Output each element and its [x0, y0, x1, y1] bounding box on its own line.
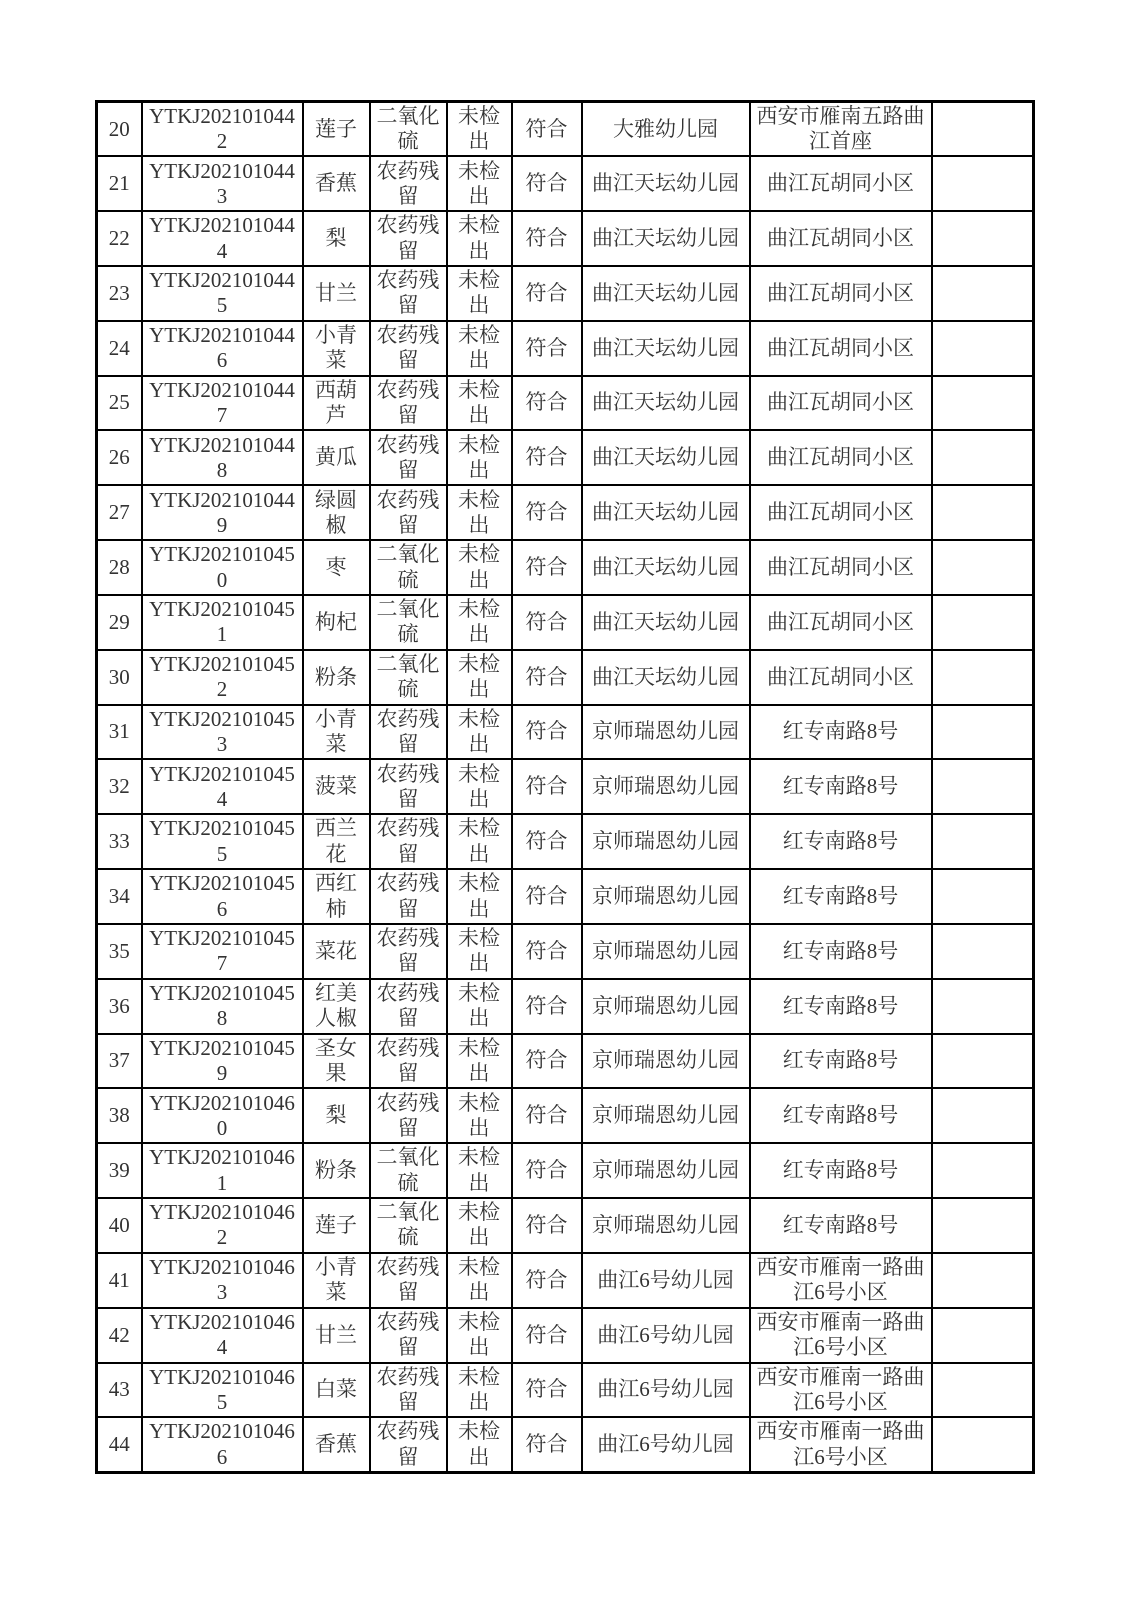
remark-cell — [932, 156, 1034, 211]
test-result-cell: 未检出 — [447, 156, 512, 211]
test-item-cell: 农药残留 — [370, 266, 447, 321]
test-item-cell: 农药残留 — [370, 211, 447, 266]
unit-address-cell: 曲江瓦胡同小区 — [750, 430, 932, 485]
test-item-cell: 二氧化硫 — [370, 102, 447, 157]
test-result-cell: 未检出 — [447, 705, 512, 760]
test-item-cell: 二氧化硫 — [370, 650, 447, 705]
sampled-unit-cell: 大雅幼儿园 — [582, 102, 750, 157]
unit-address-cell: 红专南路8号 — [750, 1034, 932, 1089]
table-row — [97, 979, 1034, 1034]
row-number-cell: 26 — [97, 430, 142, 485]
test-result-cell: 未检出 — [447, 1363, 512, 1418]
test-result-cell: 未检出 — [447, 376, 512, 431]
conclusion-cell: 符合 — [512, 321, 582, 376]
sample-name-cell: 莲子 — [303, 102, 370, 157]
test-result-cell: 未检出 — [447, 924, 512, 979]
table-row — [97, 266, 1034, 321]
table-row — [97, 321, 1034, 376]
remark-cell — [932, 211, 1034, 266]
table-row — [97, 1088, 1034, 1143]
unit-address-cell: 西安市雁南一路曲江6号小区 — [750, 1417, 932, 1472]
remark-cell — [932, 814, 1034, 869]
unit-address-cell: 曲江瓦胡同小区 — [750, 485, 932, 540]
unit-address-cell: 曲江瓦胡同小区 — [750, 595, 932, 650]
table-row — [97, 759, 1034, 814]
conclusion-cell: 符合 — [512, 430, 582, 485]
remark-cell — [932, 979, 1034, 1034]
sample-code-cell: YTKJ2021010442 — [142, 102, 303, 157]
test-item-cell: 农药残留 — [370, 1308, 447, 1363]
sample-code-cell: YTKJ2021010463 — [142, 1253, 303, 1308]
sampled-unit-cell: 曲江天坛幼儿园 — [582, 376, 750, 431]
sampled-unit-cell: 曲江天坛幼儿园 — [582, 211, 750, 266]
sample-name-cell: 菜花 — [303, 924, 370, 979]
sample-code-cell: YTKJ2021010451 — [142, 595, 303, 650]
remark-cell — [932, 1143, 1034, 1198]
sample-name-cell: 黄瓜 — [303, 430, 370, 485]
conclusion-cell: 符合 — [512, 1417, 582, 1472]
row-number-cell: 40 — [97, 1198, 142, 1253]
remark-cell — [932, 595, 1034, 650]
conclusion-cell: 符合 — [512, 376, 582, 431]
test-result-cell: 未检出 — [447, 595, 512, 650]
sample-code-cell: YTKJ2021010459 — [142, 1034, 303, 1089]
test-result-cell: 未检出 — [447, 1143, 512, 1198]
unit-address-cell: 曲江瓦胡同小区 — [750, 540, 932, 595]
sample-name-cell: 小青菜 — [303, 705, 370, 760]
sample-name-cell: 甘兰 — [303, 1308, 370, 1363]
test-item-cell: 二氧化硫 — [370, 1198, 447, 1253]
remark-cell — [932, 1417, 1034, 1472]
table-row — [97, 156, 1034, 211]
conclusion-cell: 符合 — [512, 156, 582, 211]
test-result-cell: 未检出 — [447, 1034, 512, 1089]
test-result-cell: 未检出 — [447, 814, 512, 869]
table-row — [97, 869, 1034, 924]
inspection-table-body — [97, 102, 1034, 1473]
sampled-unit-cell: 京师瑞恩幼儿园 — [582, 814, 750, 869]
unit-address-cell: 曲江瓦胡同小区 — [750, 321, 932, 376]
table-row — [97, 376, 1034, 431]
table-row — [97, 1198, 1034, 1253]
remark-cell — [932, 1253, 1034, 1308]
conclusion-cell: 符合 — [512, 102, 582, 157]
test-item-cell: 二氧化硫 — [370, 595, 447, 650]
row-number-cell: 37 — [97, 1034, 142, 1089]
sample-name-cell: 粉条 — [303, 1143, 370, 1198]
unit-address-cell: 红专南路8号 — [750, 1088, 932, 1143]
row-number-cell: 38 — [97, 1088, 142, 1143]
sampled-unit-cell: 曲江天坛幼儿园 — [582, 156, 750, 211]
test-item-cell: 农药残留 — [370, 1253, 447, 1308]
sample-name-cell: 小青菜 — [303, 1253, 370, 1308]
remark-cell — [932, 759, 1034, 814]
sampled-unit-cell: 京师瑞恩幼儿园 — [582, 705, 750, 760]
sample-code-cell: YTKJ2021010446 — [142, 321, 303, 376]
table-row — [97, 211, 1034, 266]
sampled-unit-cell: 京师瑞恩幼儿园 — [582, 1088, 750, 1143]
sample-name-cell: 甘兰 — [303, 266, 370, 321]
row-number-cell: 27 — [97, 485, 142, 540]
row-number-cell: 23 — [97, 266, 142, 321]
table-row — [97, 705, 1034, 760]
row-number-cell: 34 — [97, 869, 142, 924]
sample-name-cell: 小青菜 — [303, 321, 370, 376]
sampled-unit-cell: 曲江6号幼儿园 — [582, 1417, 750, 1472]
sample-code-cell: YTKJ2021010452 — [142, 650, 303, 705]
test-result-cell: 未检出 — [447, 979, 512, 1034]
test-result-cell: 未检出 — [447, 485, 512, 540]
sample-name-cell: 白菜 — [303, 1363, 370, 1418]
remark-cell — [932, 102, 1034, 157]
unit-address-cell: 红专南路8号 — [750, 814, 932, 869]
remark-cell — [932, 705, 1034, 760]
conclusion-cell: 符合 — [512, 650, 582, 705]
sample-code-cell: YTKJ2021010455 — [142, 814, 303, 869]
conclusion-cell: 符合 — [512, 979, 582, 1034]
unit-address-cell: 曲江瓦胡同小区 — [750, 376, 932, 431]
test-item-cell: 农药残留 — [370, 979, 447, 1034]
conclusion-cell: 符合 — [512, 1088, 582, 1143]
sampled-unit-cell: 曲江6号幼儿园 — [582, 1308, 750, 1363]
test-item-cell: 二氧化硫 — [370, 540, 447, 595]
remark-cell — [932, 1034, 1034, 1089]
inspection-results-table — [95, 100, 1035, 1474]
conclusion-cell: 符合 — [512, 1308, 582, 1363]
row-number-cell: 39 — [97, 1143, 142, 1198]
sampled-unit-cell: 京师瑞恩幼儿园 — [582, 759, 750, 814]
sampled-unit-cell: 曲江6号幼儿园 — [582, 1363, 750, 1418]
test-result-cell: 未检出 — [447, 1417, 512, 1472]
row-number-cell: 44 — [97, 1417, 142, 1472]
remark-cell — [932, 1198, 1034, 1253]
sample-name-cell: 枣 — [303, 540, 370, 595]
unit-address-cell: 红专南路8号 — [750, 759, 932, 814]
conclusion-cell: 符合 — [512, 1034, 582, 1089]
sample-name-cell: 莲子 — [303, 1198, 370, 1253]
test-result-cell: 未检出 — [447, 1253, 512, 1308]
row-number-cell: 22 — [97, 211, 142, 266]
sample-name-cell: 红美人椒 — [303, 979, 370, 1034]
sample-name-cell: 梨 — [303, 1088, 370, 1143]
sampled-unit-cell: 曲江天坛幼儿园 — [582, 266, 750, 321]
table-row — [97, 1308, 1034, 1363]
unit-address-cell: 红专南路8号 — [750, 979, 932, 1034]
table-row — [97, 1034, 1034, 1089]
test-result-cell: 未检出 — [447, 1308, 512, 1363]
table-row — [97, 1417, 1034, 1472]
table-row — [97, 102, 1034, 157]
row-number-cell: 33 — [97, 814, 142, 869]
row-number-cell: 42 — [97, 1308, 142, 1363]
remark-cell — [932, 1088, 1034, 1143]
sample-name-cell: 西兰花 — [303, 814, 370, 869]
row-number-cell: 29 — [97, 595, 142, 650]
table-row — [97, 924, 1034, 979]
remark-cell — [932, 540, 1034, 595]
sample-name-cell: 粉条 — [303, 650, 370, 705]
test-result-cell: 未检出 — [447, 321, 512, 376]
conclusion-cell: 符合 — [512, 1143, 582, 1198]
conclusion-cell: 符合 — [512, 759, 582, 814]
sample-code-cell: YTKJ2021010449 — [142, 485, 303, 540]
conclusion-cell: 符合 — [512, 266, 582, 321]
conclusion-cell: 符合 — [512, 705, 582, 760]
sampled-unit-cell: 曲江天坛幼儿园 — [582, 430, 750, 485]
sample-name-cell: 香蕉 — [303, 1417, 370, 1472]
conclusion-cell: 符合 — [512, 595, 582, 650]
table-row — [97, 1143, 1034, 1198]
table-row — [97, 540, 1034, 595]
test-item-cell: 农药残留 — [370, 321, 447, 376]
row-number-cell: 21 — [97, 156, 142, 211]
test-item-cell: 农药残留 — [370, 759, 447, 814]
conclusion-cell: 符合 — [512, 1198, 582, 1253]
sampled-unit-cell: 曲江天坛幼儿园 — [582, 540, 750, 595]
table-row — [97, 1363, 1034, 1418]
table-row — [97, 595, 1034, 650]
sample-code-cell: YTKJ2021010464 — [142, 1308, 303, 1363]
table-row — [97, 1253, 1034, 1308]
test-item-cell: 农药残留 — [370, 1417, 447, 1472]
sample-code-cell: YTKJ2021010447 — [142, 376, 303, 431]
row-number-cell: 36 — [97, 979, 142, 1034]
conclusion-cell: 符合 — [512, 869, 582, 924]
remark-cell — [932, 1308, 1034, 1363]
row-number-cell: 20 — [97, 102, 142, 157]
sample-name-cell: 西葫芦 — [303, 376, 370, 431]
sample-name-cell: 西红柿 — [303, 869, 370, 924]
test-item-cell: 农药残留 — [370, 705, 447, 760]
row-number-cell: 30 — [97, 650, 142, 705]
test-item-cell: 农药残留 — [370, 1034, 447, 1089]
test-result-cell: 未检出 — [447, 869, 512, 924]
sampled-unit-cell: 曲江天坛幼儿园 — [582, 485, 750, 540]
sampled-unit-cell: 京师瑞恩幼儿园 — [582, 1034, 750, 1089]
remark-cell — [932, 1363, 1034, 1418]
test-result-cell: 未检出 — [447, 759, 512, 814]
test-result-cell: 未检出 — [447, 430, 512, 485]
row-number-cell: 25 — [97, 376, 142, 431]
unit-address-cell: 西安市雁南五路曲江首座 — [750, 102, 932, 157]
test-item-cell: 农药残留 — [370, 156, 447, 211]
sample-code-cell: YTKJ2021010460 — [142, 1088, 303, 1143]
remark-cell — [932, 376, 1034, 431]
sample-code-cell: YTKJ2021010461 — [142, 1143, 303, 1198]
test-item-cell: 农药残留 — [370, 430, 447, 485]
sampled-unit-cell: 曲江6号幼儿园 — [582, 1253, 750, 1308]
sample-code-cell: YTKJ2021010462 — [142, 1198, 303, 1253]
sample-code-cell: YTKJ2021010450 — [142, 540, 303, 595]
remark-cell — [932, 869, 1034, 924]
table-row — [97, 814, 1034, 869]
sample-code-cell: YTKJ2021010444 — [142, 211, 303, 266]
remark-cell — [932, 485, 1034, 540]
unit-address-cell: 曲江瓦胡同小区 — [750, 266, 932, 321]
sample-name-cell: 圣女果 — [303, 1034, 370, 1089]
test-result-cell: 未检出 — [447, 1198, 512, 1253]
sample-code-cell: YTKJ2021010466 — [142, 1417, 303, 1472]
unit-address-cell: 红专南路8号 — [750, 1143, 932, 1198]
sample-code-cell: YTKJ2021010443 — [142, 156, 303, 211]
table-row — [97, 430, 1034, 485]
sample-name-cell: 梨 — [303, 211, 370, 266]
sample-name-cell: 绿圆椒 — [303, 485, 370, 540]
test-item-cell: 农药残留 — [370, 376, 447, 431]
conclusion-cell: 符合 — [512, 1363, 582, 1418]
unit-address-cell: 红专南路8号 — [750, 924, 932, 979]
test-result-cell: 未检出 — [447, 1088, 512, 1143]
sampled-unit-cell: 曲江天坛幼儿园 — [582, 650, 750, 705]
row-number-cell: 32 — [97, 759, 142, 814]
unit-address-cell: 曲江瓦胡同小区 — [750, 650, 932, 705]
sample-code-cell: YTKJ2021010453 — [142, 705, 303, 760]
row-number-cell: 41 — [97, 1253, 142, 1308]
sample-code-cell: YTKJ2021010458 — [142, 979, 303, 1034]
sampled-unit-cell: 京师瑞恩幼儿园 — [582, 924, 750, 979]
test-result-cell: 未检出 — [447, 650, 512, 705]
test-item-cell: 农药残留 — [370, 814, 447, 869]
row-number-cell: 43 — [97, 1363, 142, 1418]
test-result-cell: 未检出 — [447, 211, 512, 266]
row-number-cell: 35 — [97, 924, 142, 979]
test-result-cell: 未检出 — [447, 266, 512, 321]
unit-address-cell: 西安市雁南一路曲江6号小区 — [750, 1253, 932, 1308]
sample-code-cell: YTKJ2021010445 — [142, 266, 303, 321]
table-row — [97, 485, 1034, 540]
conclusion-cell: 符合 — [512, 211, 582, 266]
row-number-cell: 28 — [97, 540, 142, 595]
sampled-unit-cell: 京师瑞恩幼儿园 — [582, 1198, 750, 1253]
sample-code-cell: YTKJ2021010456 — [142, 869, 303, 924]
test-item-cell: 农药残留 — [370, 924, 447, 979]
remark-cell — [932, 430, 1034, 485]
remark-cell — [932, 924, 1034, 979]
test-result-cell: 未检出 — [447, 102, 512, 157]
test-item-cell: 农药残留 — [370, 869, 447, 924]
unit-address-cell: 曲江瓦胡同小区 — [750, 156, 932, 211]
test-item-cell: 农药残留 — [370, 485, 447, 540]
test-item-cell: 二氧化硫 — [370, 1143, 447, 1198]
sample-name-cell: 菠菜 — [303, 759, 370, 814]
table-row — [97, 650, 1034, 705]
remark-cell — [932, 266, 1034, 321]
sampled-unit-cell: 京师瑞恩幼儿园 — [582, 869, 750, 924]
sample-name-cell: 枸杞 — [303, 595, 370, 650]
row-number-cell: 31 — [97, 705, 142, 760]
test-item-cell: 农药残留 — [370, 1363, 447, 1418]
unit-address-cell: 红专南路8号 — [750, 869, 932, 924]
sample-code-cell: YTKJ2021010448 — [142, 430, 303, 485]
unit-address-cell: 红专南路8号 — [750, 705, 932, 760]
sampled-unit-cell: 曲江天坛幼儿园 — [582, 595, 750, 650]
sample-code-cell: YTKJ2021010457 — [142, 924, 303, 979]
remark-cell — [932, 650, 1034, 705]
conclusion-cell: 符合 — [512, 485, 582, 540]
unit-address-cell: 西安市雁南一路曲江6号小区 — [750, 1308, 932, 1363]
conclusion-cell: 符合 — [512, 924, 582, 979]
unit-address-cell: 曲江瓦胡同小区 — [750, 211, 932, 266]
sampled-unit-cell: 京师瑞恩幼儿园 — [582, 979, 750, 1034]
sample-name-cell: 香蕉 — [303, 156, 370, 211]
row-number-cell: 24 — [97, 321, 142, 376]
sampled-unit-cell: 曲江天坛幼儿园 — [582, 321, 750, 376]
sample-code-cell: YTKJ2021010465 — [142, 1363, 303, 1418]
unit-address-cell: 红专南路8号 — [750, 1198, 932, 1253]
conclusion-cell: 符合 — [512, 814, 582, 869]
sampled-unit-cell: 京师瑞恩幼儿园 — [582, 1143, 750, 1198]
test-item-cell: 农药残留 — [370, 1088, 447, 1143]
conclusion-cell: 符合 — [512, 1253, 582, 1308]
test-result-cell: 未检出 — [447, 540, 512, 595]
unit-address-cell: 西安市雁南一路曲江6号小区 — [750, 1363, 932, 1418]
conclusion-cell: 符合 — [512, 540, 582, 595]
sample-code-cell: YTKJ2021010454 — [142, 759, 303, 814]
remark-cell — [932, 321, 1034, 376]
